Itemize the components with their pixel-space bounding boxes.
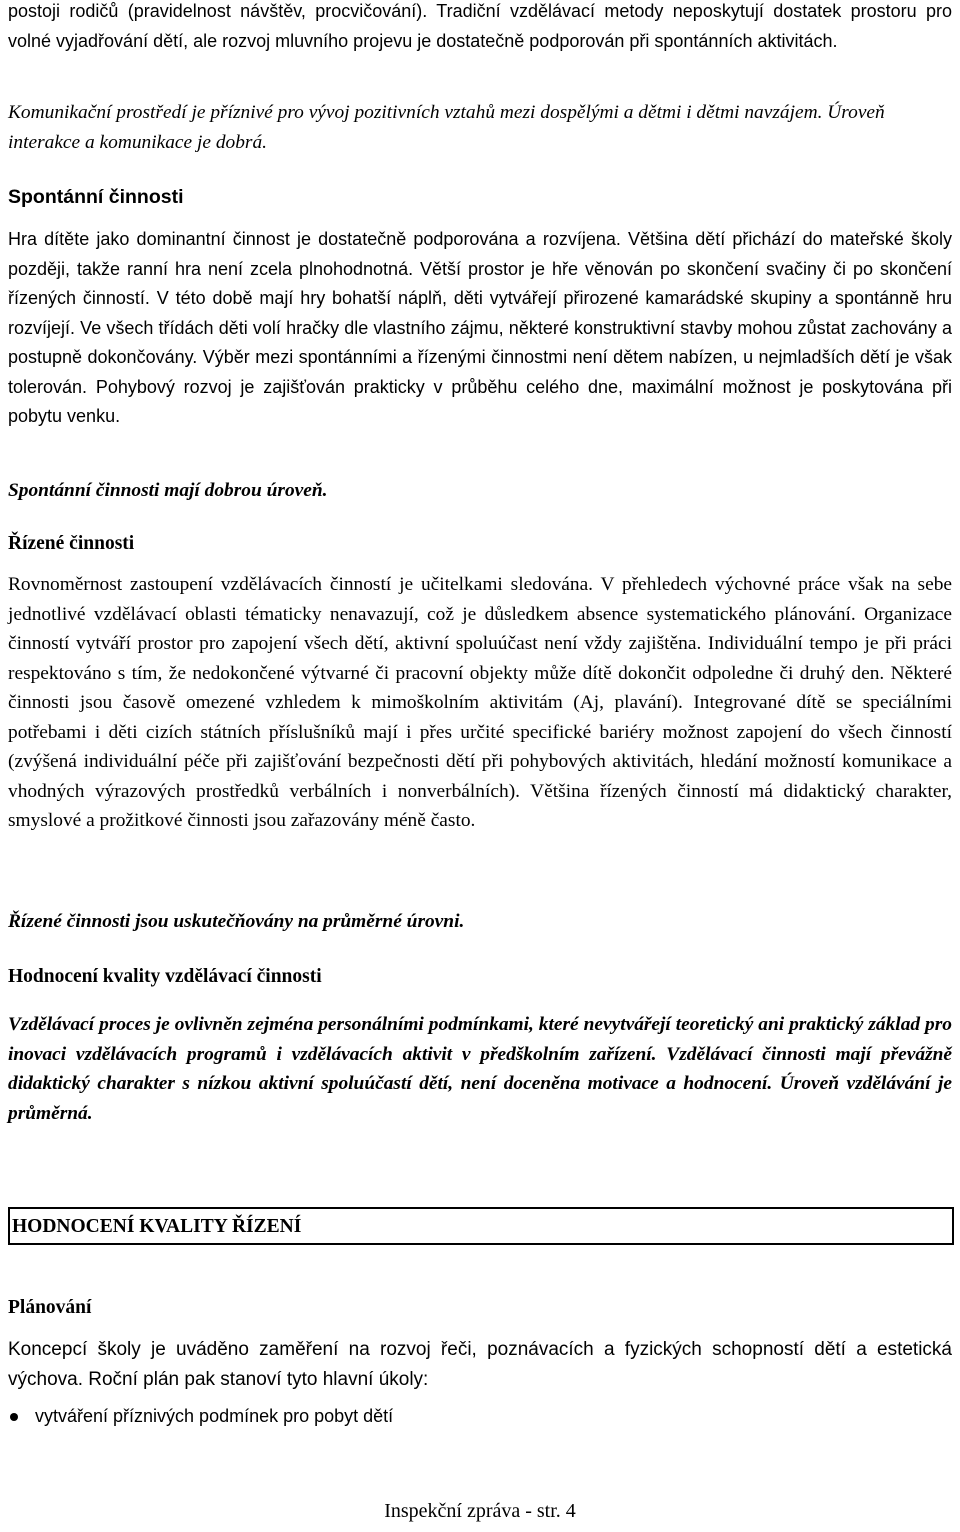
guided-body: Rovnoměrnost zastoupení vzdělávacích činností je učitelkami sledována. V přehledech výchovné práce však na sebe jednotlivé vzdělávací oblasti tématicky nenavazují, což je důsledkem absence systematického plánování. Organizace činností vytváří prostor pro zapojení všech dětí, aktivní spoluúčast není vždy zajištěna. Individuální tempo je při práci respektováno s tím, že nedokončené výtvarné či pracovní objekty může dítě dokončit odpoledne či druhý den. Některé činnosti jsou časově omezené vzhledem k mimoškolním aktivitám (Aj, plavání). Integrované dítě se speciálními potřebami i děti cizích státních příslušníků mají i přes určité specifické bariéry možnost zapojení do všech činností (zvýšená individuální péče při zajišťování bezpečnosti dětí při pohybových aktivitách, hledání možností komunikace a vhodných výrazových prostředků verbálních i nonverbálních). Většina řízených činností má didaktický charakter, smyslové a prožitkové činnosti jsou zařazovány méně často. (8, 574, 952, 831)
planning-heading: Plánování (8, 1297, 92, 1318)
intro-paragraph: postoji rodičů (pravidelnost návštěv, procvičování). Tradiční vzdělávací metody neposkytují dostatek prostoru pro volné vyjadřování dětí, ale rozvoj mluvního projevu je dostatečně podporován při spontánních aktivitách. (8, 1, 952, 51)
quality-heading: Hodnocení kvality vzdělávací činnosti (8, 966, 322, 987)
planning-body: Koncepcí školy je uváděno zaměření na rozvoj řeči, poznávacích a fyzických schopností dětí a estetická výchova. Roční plán pak stanoví tyto hlavní úkoly: (8, 1339, 952, 1390)
bullet-icon (10, 1413, 18, 1421)
guided-conclusion: Řízené činnosti jsou uskutečňovány na průměrné úrovni. (8, 911, 465, 932)
management-section-title: HODNOCENÍ KVALITY ŘÍZENÍ (8, 1207, 954, 1245)
list-item (8, 1402, 952, 1432)
list-item-text: vytváření příznivých podmínek pro pobyt dětí (35, 1406, 394, 1426)
spontaneous-heading: Spontánní činnosti (8, 186, 184, 208)
page-footer: Inspekční zpráva - str. 4 (384, 1500, 576, 1522)
quality-body: Vzdělávací proces je ovlivněn zejména personálními podmínkami, které nevytvářejí teoretický ani praktický základ pro inovaci vzdělávacích programů i vzdělávacích aktivit v předškolním zařízení. Vzdělávací činnosti mají převážně didaktický charakter s nízkou aktivní spoluúčastí dětí, není doceněna motivace a hodnocení. Úroveň vzdělávání je průměrná. (8, 1014, 952, 1124)
guided-heading: Řízené činnosti (8, 533, 135, 554)
spontaneous-conclusion: Spontánní činnosti mají dobrou úroveň. (8, 480, 328, 501)
intro-conclusion: Komunikační prostředí je příznivé pro vývoj pozitivních vztahů mezi dospělými a dětmi i dětmi navzájem. Úroveň interakce a komunikace je dobrá. (8, 102, 885, 153)
planning-task-list (8, 1402, 952, 1432)
spontaneous-body: Hra dítěte jako dominantní činnost je dostatečně podporována a rozvíjena. Většina dětí přichází do mateřské školy později, takže ranní hra není zcela plnohodnotná. Větší prostor je hře věnován po skončení svačiny či po skončení řízených činností. V této době mají hry bohatší náplň, děti vytvářejí přirozené kamarádské skupiny a spontánně hru rozvíjejí. Ve všech třídách děti volí hračky dle vlastního zájmu, některé konstruktivní stavby mohou zůstat zachovány a postupně dokončovány. Výběr mezi spontánními a řízenými činnostmi není dětem nabízen, u nejmladších dětí je však tolerován. Pohybový rozvoj je zajišťován prakticky v průběhu celého dne, maximální možnost je poskytována při pobytu venku. (8, 229, 952, 426)
